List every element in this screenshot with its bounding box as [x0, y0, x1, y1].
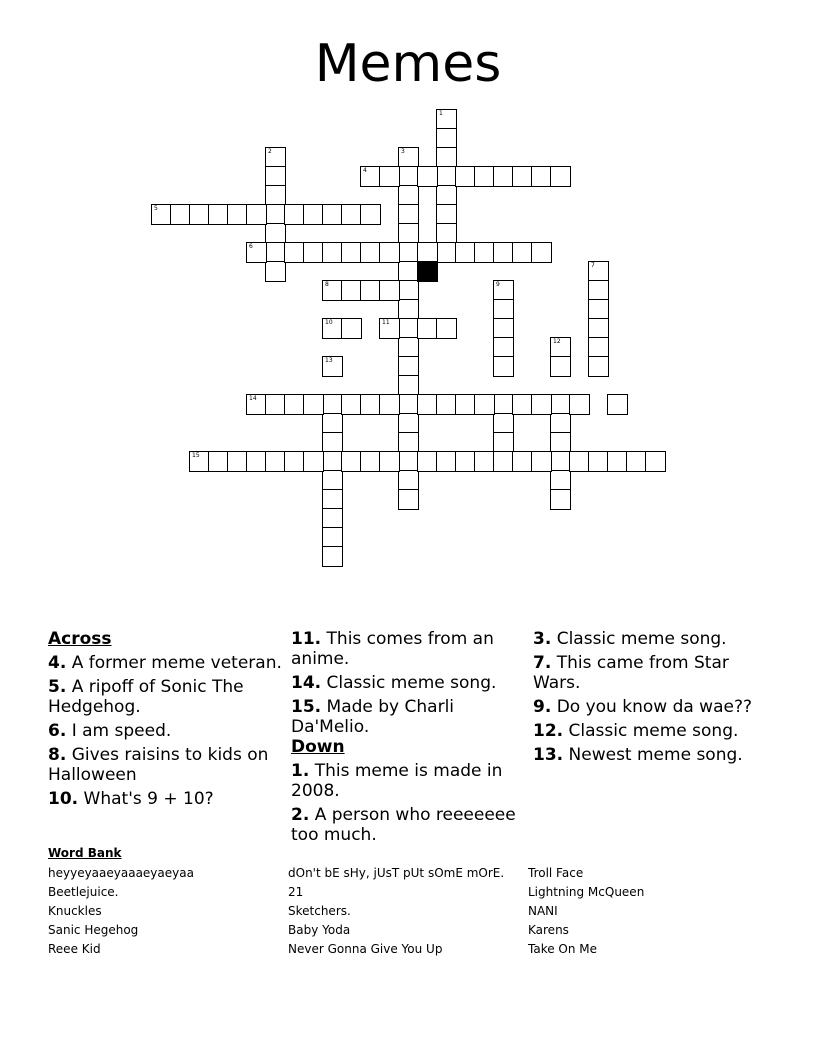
grid-cell[interactable]: [455, 166, 476, 187]
clue-8-across: 8. Gives raisins to kids on Halloween: [48, 745, 269, 785]
grid-cell[interactable]: [436, 185, 457, 206]
clue-2-down: 2. A person who reeeeeee too much.: [291, 805, 516, 845]
grid-cell[interactable]: [170, 204, 191, 225]
grid-cell[interactable]: [265, 166, 286, 187]
grid-cell[interactable]: [493, 166, 514, 187]
grid-cell[interactable]: [588, 451, 609, 472]
grid-cell[interactable]: [531, 451, 552, 472]
grid-cell[interactable]: [398, 166, 419, 187]
grid-cell[interactable]: [493, 280, 514, 301]
clue-15-across: 15. Made by Charli Da'Melio.: [291, 697, 455, 737]
clue-12-down: 12. Classic meme song.: [533, 721, 739, 741]
grid-cell[interactable]: [284, 204, 305, 225]
grid-cell[interactable]: [417, 318, 438, 339]
grid-cell[interactable]: [398, 356, 419, 377]
grid-cell[interactable]: [284, 242, 305, 263]
grid-cell[interactable]: [322, 432, 343, 453]
grid-cell[interactable]: [227, 204, 248, 225]
grid-cell[interactable]: [246, 451, 267, 472]
grid-cell[interactable]: [379, 394, 400, 415]
grid-cell[interactable]: [493, 299, 514, 320]
grid-cell[interactable]: [322, 280, 343, 301]
grid-cell[interactable]: [360, 451, 381, 472]
word-bank-heading: Word Bank: [48, 846, 122, 860]
grid-cell[interactable]: [398, 280, 419, 301]
grid-cell[interactable]: [493, 242, 514, 263]
grid-cell[interactable]: [455, 451, 476, 472]
grid-cell[interactable]: [493, 432, 514, 453]
word-bank-item: Beetlejuice.: [48, 885, 119, 899]
grid-cell[interactable]: [493, 394, 514, 415]
grid-cell[interactable]: [322, 489, 343, 510]
grid-cell[interactable]: [512, 166, 533, 187]
clues-column-1: [48, 629, 283, 813]
grid-cell[interactable]: [246, 204, 267, 225]
word-bank-item: Sketchers.: [288, 904, 351, 918]
grid-cell[interactable]: [550, 166, 571, 187]
grid-cell[interactable]: [284, 394, 305, 415]
clue-10-across: 10. What's 9 + 10?: [48, 789, 214, 809]
grid-cell[interactable]: [398, 147, 419, 168]
grid-cell[interactable]: [398, 413, 419, 434]
clue-4-across: 4. A former meme veteran.: [48, 653, 282, 673]
black-cell: [417, 261, 438, 282]
grid-cell[interactable]: [398, 394, 419, 415]
grid-cell[interactable]: [417, 242, 438, 263]
grid-cell[interactable]: [569, 451, 590, 472]
word-bank-column-1: [48, 864, 194, 959]
grid-cell[interactable]: [208, 451, 229, 472]
grid-cell[interactable]: [379, 280, 400, 301]
grid-cell[interactable]: [531, 394, 552, 415]
grid-cell[interactable]: [512, 242, 533, 263]
grid-cell[interactable]: [341, 394, 362, 415]
grid-cell[interactable]: [398, 318, 419, 339]
word-bank-item: Knuckles: [48, 904, 102, 918]
grid-cell[interactable]: [493, 451, 514, 472]
grid-cell[interactable]: [360, 394, 381, 415]
grid-cell[interactable]: [417, 166, 438, 187]
grid-cell[interactable]: [588, 337, 609, 358]
grid-cell[interactable]: [436, 204, 457, 225]
clue-number: 13: [325, 357, 333, 364]
grid-cell[interactable]: [265, 242, 286, 263]
grid-cell[interactable]: [474, 451, 495, 472]
clue-number: 6: [249, 243, 253, 250]
grid-cell[interactable]: [607, 451, 628, 472]
clue-6-across: 6. I am speed.: [48, 721, 172, 741]
grid-cell[interactable]: [151, 204, 172, 225]
puzzle-title: Memes: [314, 34, 502, 94]
grid-cell[interactable]: [265, 394, 286, 415]
grid-cell[interactable]: [322, 242, 343, 263]
grid-cell[interactable]: [398, 223, 419, 244]
grid-cell[interactable]: [322, 204, 343, 225]
grid-cell[interactable]: [398, 299, 419, 320]
grid-cell[interactable]: [550, 470, 571, 491]
grid-cell[interactable]: [265, 185, 286, 206]
clue-7-down: 7. This came from Star Wars.: [533, 653, 729, 693]
grid-cell[interactable]: [322, 394, 343, 415]
grid-cell[interactable]: [398, 337, 419, 358]
grid-cell[interactable]: [588, 356, 609, 377]
word-bank-item: Reee Kid: [48, 942, 101, 956]
grid-cell[interactable]: [341, 451, 362, 472]
grid-cell[interactable]: [341, 318, 362, 339]
down-heading: Down: [291, 737, 345, 757]
grid-cell[interactable]: [265, 204, 286, 225]
clue-number: 8: [325, 281, 329, 288]
grid-cell[interactable]: [474, 166, 495, 187]
clue-number: 1: [439, 110, 443, 117]
grid-cell[interactable]: [341, 242, 362, 263]
clues-column-2: [291, 629, 526, 849]
grid-cell[interactable]: [550, 432, 571, 453]
grid-cell[interactable]: [512, 394, 533, 415]
clue-number: 14: [249, 395, 257, 402]
word-bank-item: dOn't bE sHy, jUsT pUt sOmE mOrE.: [288, 866, 505, 880]
grid-cell[interactable]: [607, 394, 628, 415]
grid-cell[interactable]: [246, 242, 267, 263]
grid-cell[interactable]: [322, 527, 343, 548]
grid-cell[interactable]: [493, 413, 514, 434]
grid-cell[interactable]: [417, 394, 438, 415]
grid-cell[interactable]: [436, 147, 457, 168]
grid-cell[interactable]: [398, 261, 419, 282]
grid-cell[interactable]: [322, 413, 343, 434]
grid-cell[interactable]: [474, 394, 495, 415]
grid-cell[interactable]: [436, 394, 457, 415]
grid-cell[interactable]: [455, 242, 476, 263]
word-bank-item: NANI: [528, 904, 558, 918]
grid-cell[interactable]: [436, 318, 457, 339]
grid-cell[interactable]: [379, 242, 400, 263]
grid-cell[interactable]: [588, 261, 609, 282]
grid-cell[interactable]: [398, 451, 419, 472]
grid-cell[interactable]: [189, 204, 210, 225]
grid-cell[interactable]: [322, 470, 343, 491]
grid-cell[interactable]: [436, 128, 457, 149]
grid-cell[interactable]: [265, 147, 286, 168]
grid-cell[interactable]: [493, 356, 514, 377]
grid-cell[interactable]: [531, 166, 552, 187]
grid-cell[interactable]: [284, 451, 305, 472]
clue-3-down: 3. Classic meme song.: [533, 629, 727, 649]
word-bank-item: Never Gonna Give You Up: [288, 942, 443, 956]
grid-cell[interactable]: [398, 204, 419, 225]
grid-cell[interactable]: [303, 451, 324, 472]
clue-number: 10: [325, 319, 333, 326]
grid-cell[interactable]: [303, 394, 324, 415]
grid-cell[interactable]: [341, 280, 362, 301]
grid-cell[interactable]: [417, 451, 438, 472]
clue-11-across: 11. This comes from an anime.: [291, 629, 494, 669]
clue-number: 3: [401, 148, 405, 155]
grid-cell[interactable]: [474, 242, 495, 263]
clue-1-down: 1. This meme is made in 2008.: [291, 761, 503, 801]
word-bank-column-2: [288, 864, 504, 959]
grid-cell[interactable]: [493, 337, 514, 358]
clues-column-3: [533, 629, 768, 769]
grid-cell[interactable]: [626, 451, 647, 472]
grid-cell[interactable]: [436, 109, 457, 130]
clue-number: 11: [382, 319, 390, 326]
grid-cell[interactable]: [588, 318, 609, 339]
grid-cell[interactable]: [341, 204, 362, 225]
grid-cell[interactable]: [322, 508, 343, 529]
grid-cell[interactable]: [512, 451, 533, 472]
grid-cell[interactable]: [360, 242, 381, 263]
grid-cell[interactable]: [550, 413, 571, 434]
grid-cell[interactable]: [645, 451, 666, 472]
clue-number: 9: [496, 281, 500, 288]
grid-cell[interactable]: [436, 223, 457, 244]
clue-14-across: 14. Classic meme song.: [291, 673, 497, 693]
grid-cell[interactable]: [360, 204, 381, 225]
grid-cell[interactable]: [588, 280, 609, 301]
clue-number: 2: [268, 148, 272, 155]
grid-cell[interactable]: [550, 356, 571, 377]
clue-number: 15: [192, 452, 200, 459]
grid-cell[interactable]: [588, 299, 609, 320]
grid-cell[interactable]: [550, 489, 571, 510]
grid-cell[interactable]: [189, 451, 210, 472]
word-bank-item: Sanic Hegehog: [48, 923, 139, 937]
grid-cell[interactable]: [569, 394, 590, 415]
word-bank-column-3: [528, 864, 644, 959]
clue-number: 7: [591, 262, 595, 269]
clue-9-down: 9. Do you know da wae??: [533, 697, 753, 717]
grid-cell[interactable]: [455, 394, 476, 415]
grid-cell[interactable]: [436, 451, 457, 472]
grid-cell[interactable]: [360, 166, 381, 187]
word-bank-item: Take On Me: [528, 942, 598, 956]
grid-cell[interactable]: [322, 318, 343, 339]
grid-cell[interactable]: [360, 280, 381, 301]
grid-cell[interactable]: [436, 166, 457, 187]
grid-cell[interactable]: [550, 451, 571, 472]
grid-cell[interactable]: [322, 546, 343, 567]
grid-cell[interactable]: [322, 356, 343, 377]
grid-cell[interactable]: [246, 394, 267, 415]
word-bank-item: 21: [288, 885, 304, 899]
grid-cell[interactable]: [379, 166, 400, 187]
grid-cell[interactable]: [398, 432, 419, 453]
clue-5-across: 5. A ripoff of Sonic The Hedgehog.: [48, 677, 244, 717]
clue-13-down: 13. Newest meme song.: [533, 745, 743, 765]
grid-cell[interactable]: [265, 223, 286, 244]
word-bank-item: heyyeyaaeyaaaeyaeyaa: [48, 866, 194, 880]
grid-cell[interactable]: [322, 451, 343, 472]
grid-cell[interactable]: [398, 470, 419, 491]
grid-cell[interactable]: [398, 375, 419, 396]
word-bank-item: Lightning McQueen: [528, 885, 645, 899]
grid-cell[interactable]: [550, 337, 571, 358]
grid-cell[interactable]: [398, 242, 419, 263]
grid-cell[interactable]: [303, 242, 324, 263]
grid-cell[interactable]: [531, 242, 552, 263]
grid-cell[interactable]: [265, 261, 286, 282]
word-bank-item: Baby Yoda: [288, 923, 351, 937]
grid-cell[interactable]: [398, 185, 419, 206]
grid-cell[interactable]: [208, 204, 229, 225]
grid-cell[interactable]: [379, 318, 400, 339]
grid-cell[interactable]: [265, 451, 286, 472]
grid-cell[interactable]: [303, 204, 324, 225]
clue-number: 5: [154, 205, 158, 212]
clue-number: 12: [553, 338, 561, 345]
clue-number: 4: [363, 167, 367, 174]
grid-cell[interactable]: [227, 451, 248, 472]
word-bank-item: Karens: [528, 923, 569, 937]
grid-cell[interactable]: [379, 451, 400, 472]
word-bank-item: Troll Face: [528, 866, 584, 880]
grid-cell[interactable]: [436, 242, 457, 263]
across-heading: Across: [48, 629, 112, 649]
grid-cell[interactable]: [398, 489, 419, 510]
grid-cell[interactable]: [550, 394, 571, 415]
grid-cell[interactable]: [493, 318, 514, 339]
